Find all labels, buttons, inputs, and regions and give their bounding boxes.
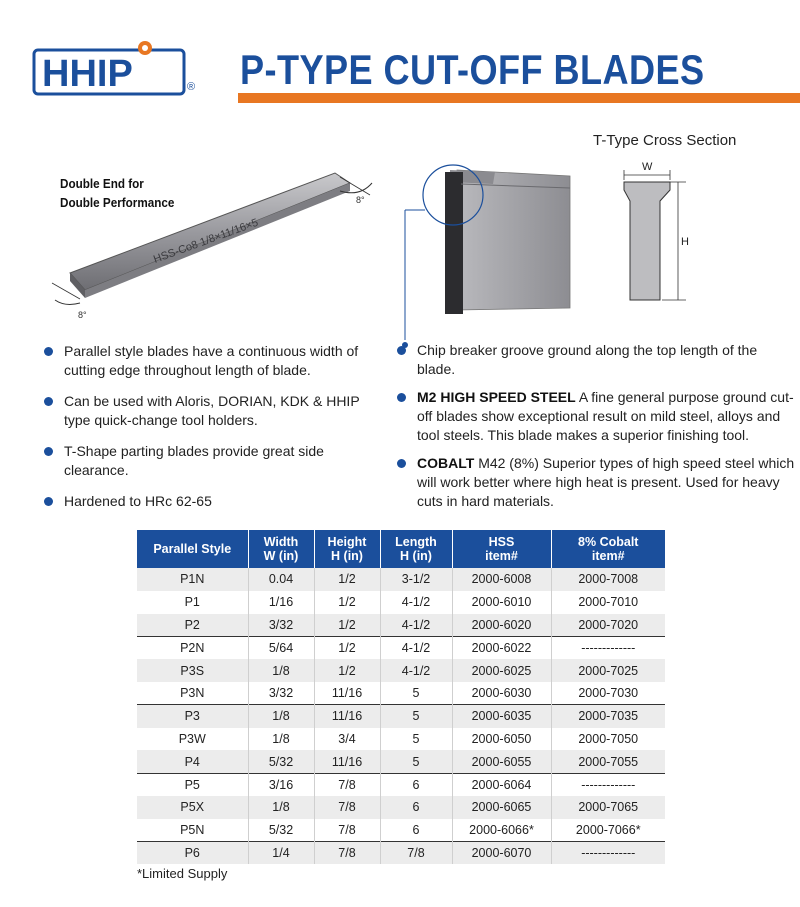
table-cell: P6 [137,842,248,865]
table-cell: 2000-7010 [578,595,639,610]
table-cell: 2000-7066* [575,822,641,837]
table-cell: P1 [137,591,248,614]
table-cell: 2000-7030 [578,686,639,701]
table-cell: 2000-6035 [452,705,551,728]
table-cell: 11/16 [314,705,380,728]
t-type-cross-section [580,128,780,308]
table-cell: 5/32 [248,819,314,842]
table-cell: 2000-7055 [551,750,665,773]
list-item: Hardened to HRc 62-65 [44,492,374,511]
bullet-icon [44,497,53,506]
table-cell: 1/2 [314,591,380,614]
page-title: P-TYPE CUT-OFF BLADES [240,46,705,93]
table-cell: 3/16 [248,773,314,796]
hhip-logo [32,40,202,98]
table-cell: 0.04 [248,568,314,591]
table-cell: 1/2 [314,636,380,659]
title-underline [238,93,800,103]
table-cell: 2000-6022 [452,636,551,659]
col-header-style: Parallel Style [137,530,248,568]
list-item: Can be used with Aloris, DORIAN, KDK & HHIP type quick-change tool holders. [44,392,374,430]
table-cell: 3/4 [314,728,380,751]
table-cell: ------------- [551,773,665,796]
table-cell: P5X [137,796,248,819]
table-cell: 2000-6066* [452,819,551,842]
table-row [137,728,665,751]
col-header-height: Height H (in) [314,530,380,568]
table-cell: 7/8 [314,819,380,842]
table-cell: 7/8 [314,773,380,796]
table-cell: 1/8 [248,796,314,819]
cobalt-label: COBALT [417,455,475,471]
table-cell: 2000-6070 [452,842,551,865]
table-cell: 4-1/2 [380,659,452,682]
chip-breaker-closeup [395,150,595,360]
col-header-cobalt: 8% Cobalt item# [551,530,665,568]
table-cell: 3/32 [248,614,314,637]
table-cell: 1/2 [314,614,380,637]
table-cell: 2000-6050 [452,728,551,751]
bullet-icon [44,397,53,406]
table-cell: 1/2 [314,568,380,591]
table-cell: 1/2 [314,659,380,682]
footnote: *Limited Supply [137,866,228,881]
spec-table [137,530,665,864]
list-item: T-Shape parting blades provide great side clearance. [44,442,374,480]
table-cell: 2000-7008 [551,568,665,591]
feature-list-right [397,341,797,520]
table-cell: 5/32 [248,750,314,773]
cross-section-title: T-Type Cross Section [593,132,737,149]
table-cell: 2000-7020 [551,614,665,637]
svg-text:HHIP: HHIP [42,53,133,95]
table-cell: P2N [137,636,248,659]
table-cell: 2000-6010 [452,591,551,614]
double-end-callout: Double End for Double Performance [60,176,175,210]
table-cell: 1/8 [248,728,314,751]
height-label: H [681,236,689,248]
list-item: Parallel style blades have a continuous width of cutting edge throughout length of blade. [44,342,374,380]
bullet-icon [44,447,53,456]
table-header-row [137,530,665,568]
table-cell: 2000-6064 [452,773,551,796]
table-cell: 1/8 [248,659,314,682]
table-row [137,568,665,591]
table-cell: ------------- [551,636,665,659]
table-cell: P2 [137,614,248,637]
bullet-icon [397,346,406,355]
table-cell: P5 [137,773,248,796]
table-row [137,796,665,819]
table-cell: P3 [137,705,248,728]
feature-list-left [44,342,374,523]
table-cell: 6 [380,773,452,796]
table-cell: 4-1/2 [380,636,452,659]
table-cell: 5 [380,705,452,728]
table-cell: 11/16 [314,682,380,705]
bullet-icon [44,347,53,356]
table-cell: 2000-6055 [452,750,551,773]
table-cell: 2000-6020 [452,614,551,637]
table-cell: 2000-7050 [578,731,639,746]
table-cell: 2000-6030 [452,682,551,705]
blade-marking: HSS-Co8 1/8×11/16×5 [151,216,260,266]
table-cell: P1N [137,568,248,591]
table-cell: 7/8 [314,796,380,819]
table-cell: 2000-7025 [551,659,665,682]
table-cell: 7/8 [314,842,380,865]
table-cell: 5 [380,750,452,773]
table-cell: 5/64 [248,636,314,659]
table-cell: 2000-7035 [551,705,665,728]
table-cell: 5 [380,728,452,751]
bullet-icon [397,393,406,402]
table-row [137,636,665,659]
table-cell: P3W [137,728,248,751]
col-header-hss: HSS item# [452,530,551,568]
table-cell: P5N [137,819,248,842]
table-cell: ------------- [551,842,665,865]
list-item: Chip breaker groove ground along the top length of the blade. [397,341,797,379]
table-cell: 6 [380,819,452,842]
table-cell: 1/4 [248,842,314,865]
table-row [137,705,665,728]
table-cell: 2000-6065 [452,796,551,819]
table-row [137,591,665,614]
list-item: M2 HIGH SPEED STEEL A fine general purpose ground cut-off blades show exceptional result on mild steel, alloys and tool steels. This blade makes a superior finishing tool. [397,388,797,445]
table-cell: 4-1/2 [380,591,452,614]
table-cell: 2000-7065 [551,796,665,819]
col-header-width: Width W (in) [248,530,314,568]
table-cell: 5 [380,682,452,705]
table-cell: P4 [137,750,248,773]
table-row [137,842,665,865]
table-row [137,750,665,773]
col-header-length: Length H (in) [380,530,452,568]
table-cell: 1/8 [248,705,314,728]
table-cell: P3S [137,659,248,682]
list-item: COBALT M42 (8%) Superior types of high speed steel which will work better where high heat is present. Used for heavy cuts in hard materials. [397,454,797,511]
m2-label: M2 HIGH SPEED STEEL [417,389,576,405]
table-cell: 3-1/2 [380,568,452,591]
table-row [137,659,665,682]
width-label: W [642,161,653,173]
table-cell: 6 [380,796,452,819]
table-row [137,682,665,705]
table-cell: 1/16 [248,591,314,614]
angle-label-left: 8° [78,310,87,320]
table-cell: 4-1/2 [380,614,452,637]
bullet-icon [397,459,406,468]
table-cell: 2000-6025 [452,659,551,682]
table-row [137,773,665,796]
table-cell: 3/32 [248,682,314,705]
table-row [137,614,665,637]
table-cell: P3N [137,682,248,705]
table-cell: 2000-6008 [452,568,551,591]
angle-label-right: 8° [356,195,365,205]
table-cell: 7/8 [380,842,452,865]
table-cell: 11/16 [314,750,380,773]
table-row [137,819,665,842]
svg-text:®: ® [187,81,196,93]
